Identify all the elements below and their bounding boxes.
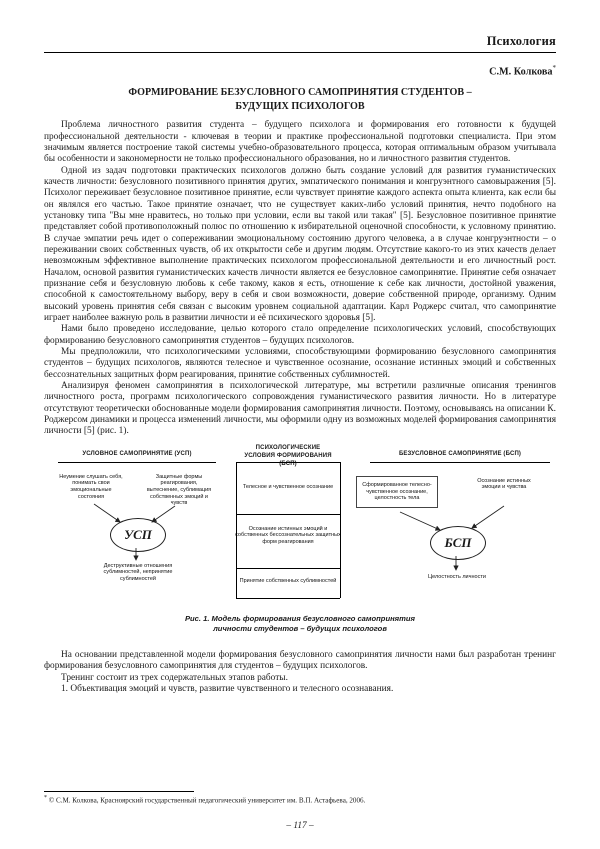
figure-column-header-left: УСЛОВНОЕ САМОПРИНЯТИЕ (УСП) bbox=[82, 450, 192, 457]
figure-column-header-middle: ПСИХОЛОГИЧЕСКИЕ УСЛОВИЯ ФОРМИРОВАНИЯ (БСП) bbox=[244, 444, 332, 467]
paragraph: Мы предположили, что психологическими условиями, способствующими формированию безусловного самопринятия студентов – будущих психологов, являются телесное и чувственное осознание, осознание истинных эмоций и собственных бессознательных защитных форм реагирования, принятие собственных сублимностей. bbox=[44, 347, 556, 380]
figure-node-bsp-bottom: Целостность личности bbox=[428, 573, 486, 580]
figure-vline-right bbox=[340, 462, 341, 598]
title-line-1: ФОРМИРОВАНИЕ БЕЗУСЛОВНОГО САМОПРИНЯТИЯ СТУДЕНТОВ – bbox=[128, 87, 472, 99]
figure-caption-line-2: личности студентов – будущих психологов bbox=[213, 623, 387, 633]
figure-rule-middle bbox=[236, 462, 340, 463]
figure-node-bsp-top-left: Сформированное телесно-чувственное осознание, целостность тела bbox=[356, 476, 438, 508]
figure-node-usp-top-right: Защитные формы реагирования, вытеснение, сублимация собственных эмоций и чувств bbox=[146, 473, 212, 507]
journal-name: Психология bbox=[486, 34, 556, 48]
figure-column-header-right: БЕЗУСЛОВНОЕ САМОПРИНЯТИЕ (БСП) bbox=[398, 450, 522, 457]
figure-sep-1 bbox=[236, 514, 340, 515]
footnote-text-wrap bbox=[44, 794, 556, 805]
paragraph: Нами было проведено исследование, целью которого стало определение психологических условий, способствующих формированию безусловного самопринятия студентов – будущих психологов. bbox=[44, 324, 556, 346]
author-line bbox=[44, 64, 556, 77]
paragraph: Тренинг состоит из трех содержательных этапов работы. bbox=[61, 672, 288, 683]
paragraph: Анализируя феномен самопринятия в психологической литературе, мы встретили различные описания тренингов личностного роста, программ психологического сопровождения гуманистического развития личности. Но в литературе отсутствуют теоретически обоснованные модели формирования самопринятия личности. Поэтому, основываясь на описании К. Роджерсом динамики и процесса изменений личности, мы оформили одну из возможных моделей формирования самопринятия личности [5] (рис. 1). bbox=[44, 381, 556, 437]
footnote-marker: * bbox=[44, 794, 47, 801]
paragraph: На основании представленной модели формирования безусловного самопринятия личности нами был разработан тренинг формирования безусловного самопринятия для студентов – будущих психологов. bbox=[44, 649, 556, 672]
figure-sep-3 bbox=[236, 598, 340, 599]
paragraph: Проблема личностного развития студента – будущего психолога и формирования его готовности к будущей профессиональной деятельности - ключевая в теории и практике профессиональной подготовки специалиста. При этом значимым является построение такой системы учебно-образовательного процесса, которая оптимальным образом учитывала бы особенности и закономерности не только профессионального образования, но и личностного развития студентов. bbox=[44, 120, 556, 165]
header-rule bbox=[44, 52, 556, 53]
paragraph: Одной из задач подготовки практических психологов должно быть создание условий для развития гуманистических качеств личности: безусловного позитивного принятия других, эмпатического понимания и конгруэнтного самовыражения [5]. Психолог переживает безусловное позитивное принятие, если чувствует принятие каждого аспекта опыта клиента, как если бы он являлся его частью. Такое принятие означает, что не существует каких-либо условий принятия, нечто подобного на установку типа "Вы мне нравитесь, но только при условии, если вы такой или такая" [5]. Безусловное позитивное принятие представляет собой противоположный полюс по отношению к избирательной оценочной способности, к условному принятию. В случае эмпатии речь идет о сопереживании эмоциональному состоянию другого человека, а в случае конгруэнтности – о переживании своих собственных чувств, об их открытости себе и другим людям. Отсутствие какого-то из этих качеств делает невозможным эффективное выполнение практических психологом профессиональной деятельности и его личностный рост. Началом, основой развития гуманистических качеств личности является ее безусловное самопринятие. Принятие себя означает признание себя и безусловную любовь к себе такому, каков я есть, отношение к себе как личности, достойной уважения, способной к самостоятельному выбору, веру в себя и свои возможности, доверие собственной природе, организму. Одним высокий уровень принятия себя связан с высоким уровнем социальной адаптации. Карл Роджерс считал, что самопринятие играет наиболее важную роль в развитии личности и её психического здоровья [5]. bbox=[44, 165, 556, 324]
page-title bbox=[44, 86, 556, 113]
figure-node-usp-top-left: Неумение слушать себя, понимать свои эмоциональные состояния bbox=[59, 473, 123, 500]
page-header bbox=[44, 34, 556, 53]
footnote-rule bbox=[44, 791, 194, 792]
author-footnote-marker: * bbox=[552, 64, 556, 72]
title-line-2: БУДУЩИХ ПСИХОЛОГОВ bbox=[235, 100, 365, 112]
figure-sep-2 bbox=[236, 568, 340, 569]
figure-node-condition-3: Принятие собственных сублимностей bbox=[239, 577, 337, 584]
figure-caption bbox=[44, 614, 556, 634]
figure-node-bsp-center: БСП bbox=[430, 526, 486, 560]
footnote-text: © С.М. Колкова, Красноярский государственный педагогический университет им. В.П. Астафьева, 2006. bbox=[48, 796, 366, 804]
figure-node-condition-2: Осознание истинных эмоций и собственных бессознательных защитных форм реагирования bbox=[235, 525, 341, 546]
figure-vline-left bbox=[236, 462, 237, 598]
figure-node-bsp-top-right: Осознание истинных эмоции и чувства bbox=[477, 477, 531, 491]
author-name: С.М. Колкова bbox=[489, 66, 553, 78]
page-number: – 117 – bbox=[286, 821, 314, 831]
footnote bbox=[44, 791, 556, 805]
figure-node-usp-center: УСП bbox=[110, 518, 166, 552]
figure-caption-line-1: Рис. 1. Модель формирования безусловного самопринятия bbox=[184, 613, 416, 623]
article-content bbox=[44, 60, 556, 695]
paragraph: 1. Объективация эмоций и чувств, развитие чувственного и телесного осознавания. bbox=[61, 683, 394, 694]
figure-node-usp-bottom: Деструктивные отношения сублимностей, непринятие сублимностей bbox=[103, 562, 173, 583]
figure-node-condition-1: Телесное и чувственное осознание bbox=[242, 483, 334, 490]
figure-model-diagram bbox=[44, 444, 556, 644]
